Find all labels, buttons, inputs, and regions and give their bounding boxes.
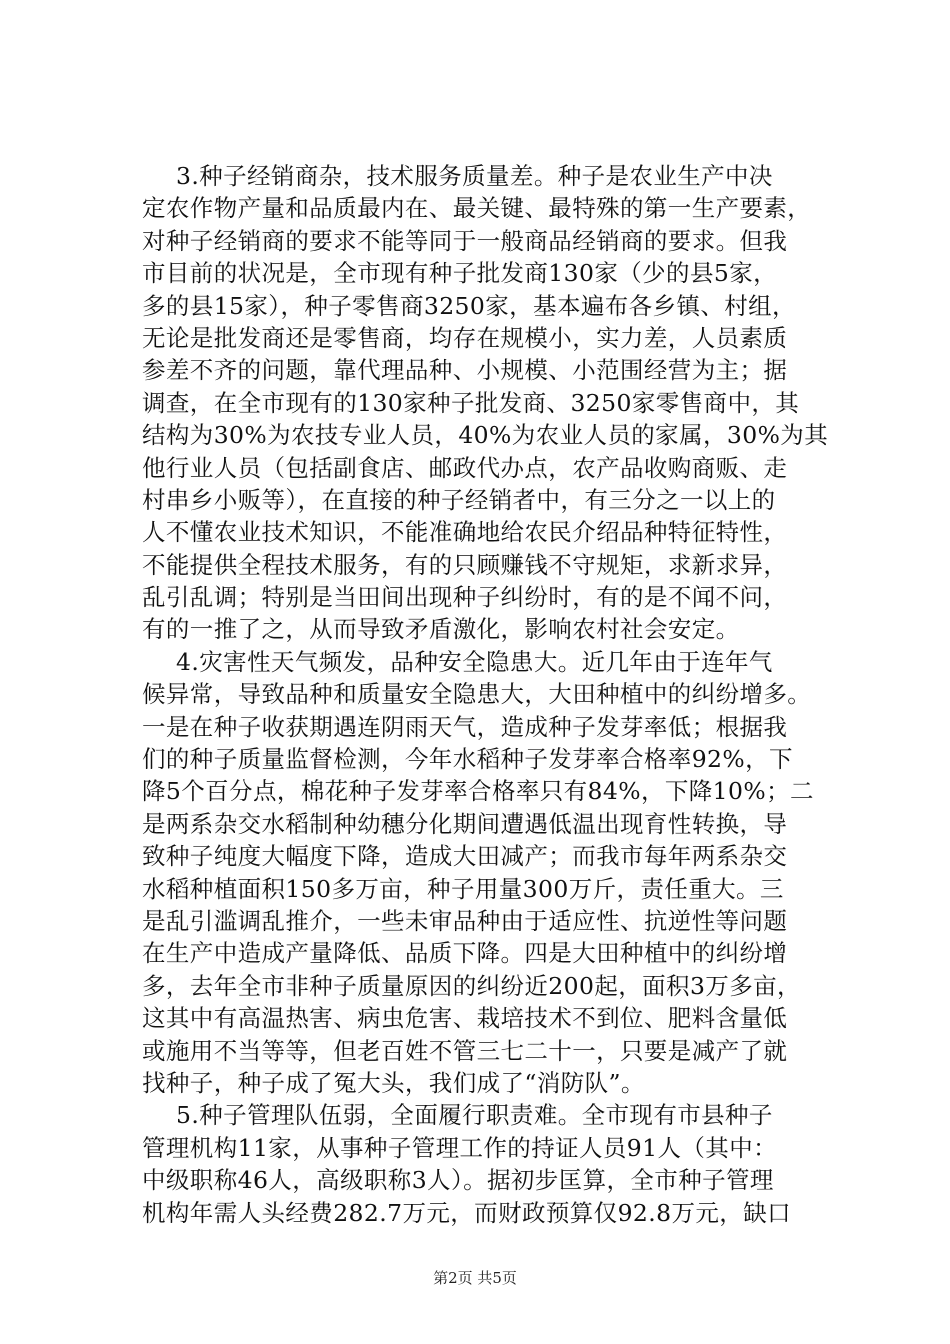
paragraph-5-start: 5.种子管理队伍弱，全面履行职责难。全市现有市县种子 — [176, 1101, 773, 1130]
text-line: 人不懂农业技术知识，不能准确地给农民介绍品种特征特性， — [142, 518, 788, 547]
text-line: 是乱引滥调乱推介，一些未审品种由于适应性、抗逆性等问题 — [142, 906, 788, 935]
text-line: 有的一推了之，从而导致矛盾激化，影响农村社会安定。 — [142, 615, 740, 644]
text-line: 在生产中造成产量降低、品质下降。四是大田种植中的纠纷增 — [142, 939, 788, 968]
document-body — [142, 160, 850, 1229]
paragraph-3-start: 3.种子经销商杂，技术服务质量差。种子是农业生产中决 — [176, 162, 773, 190]
text-line: 村串乡小贩等），在直接的种子经销者中，有三分之一以上的 — [142, 485, 776, 514]
text-line: 参差不齐的问题，靠代理品种、小规模、小范围经营为主；据 — [142, 356, 788, 385]
text-line: 候异常，导致品种和质量安全隐患大，大田种植中的纠纷增多。 — [142, 680, 812, 709]
paragraph-4-start: 4.灾害性天气频发，品种安全隐患大。近几年由于连年气 — [176, 647, 773, 676]
text-line: 水稻种植面积150多万亩，种子用量300万斤，责任重大。三 — [142, 874, 784, 903]
text-line: 多的县15家），种子零售商3250家，基本遍布各乡镇、村组， — [142, 291, 796, 320]
text-line: 调查，在全市现有的130家种子批发商、3250家零售商中，其 — [142, 388, 800, 417]
text-line: 管理机构11家，从事种子管理工作的持证人员91人（其中： — [142, 1133, 778, 1162]
text-line: 多，去年全市非种子质量原因的纠纷近200起，面积3万多亩， — [142, 971, 801, 1000]
text-line: 定农作物产量和品质最内在、最关键、最特殊的第一生产要素， — [142, 194, 812, 223]
text-line: 他行业人员（包括副食店、邮政代办点，农产品收购商贩、走 — [142, 453, 788, 482]
text-line: 这其中有高温热害、病虫危害、栽培技术不到位、肥料含量低 — [142, 1004, 788, 1033]
text-line: 们的种子质量监督检测，今年水稻种子发芽率合格率92%，下 — [142, 745, 793, 774]
text-line: 不能提供全程技术服务，有的只顾赚钱不守规矩，求新求异， — [142, 550, 788, 579]
text-line: 结构为30%为农技专业人员，40%为农业人员的家属，30%为其 — [142, 421, 829, 450]
text-line: 无论是批发商还是零售商，均存在规模小，实力差，人员素质 — [142, 323, 788, 352]
text-line: 一是在种子收获期遇连阴雨天气，造成种子发芽率低；根据我 — [142, 712, 788, 741]
text-line: 是两系杂交水稻制种幼穗分化期间遭遇低温出现育性转换，导 — [142, 809, 788, 838]
text-line: 降5个百分点，棉花种子发芽率合格率只有84%，下降10%；二 — [142, 777, 814, 806]
text-line: 乱引乱调；特别是当田间出现种子纠纷时，有的是不闻不问， — [142, 583, 788, 612]
page-number: 第2页 共5页 — [433, 1269, 517, 1287]
text-line: 中级职称46人，高级职称3人）。据初步匡算，全市种子管理 — [142, 1166, 774, 1195]
text-line: 致种子纯度大幅度下降，造成大田减产；而我市每年两系杂交 — [142, 842, 788, 871]
page-footer — [0, 1268, 950, 1288]
text-line: 对种子经销商的要求不能等同于一般商品经销商的要求。但我 — [142, 226, 788, 255]
text-line: 机构年需人头经费282.7万元，而财政预算仅92.8万元，缺口 — [142, 1198, 791, 1227]
text-line: 或施用不当等等，但老百姓不管三七二十一，只要是减产了就 — [142, 1036, 788, 1065]
text-line: 找种子，种子成了冤大头，我们成了“消防队”。 — [142, 1068, 645, 1097]
text-line: 市目前的状况是，全市现有种子批发商130家（少的县5家， — [142, 259, 778, 288]
